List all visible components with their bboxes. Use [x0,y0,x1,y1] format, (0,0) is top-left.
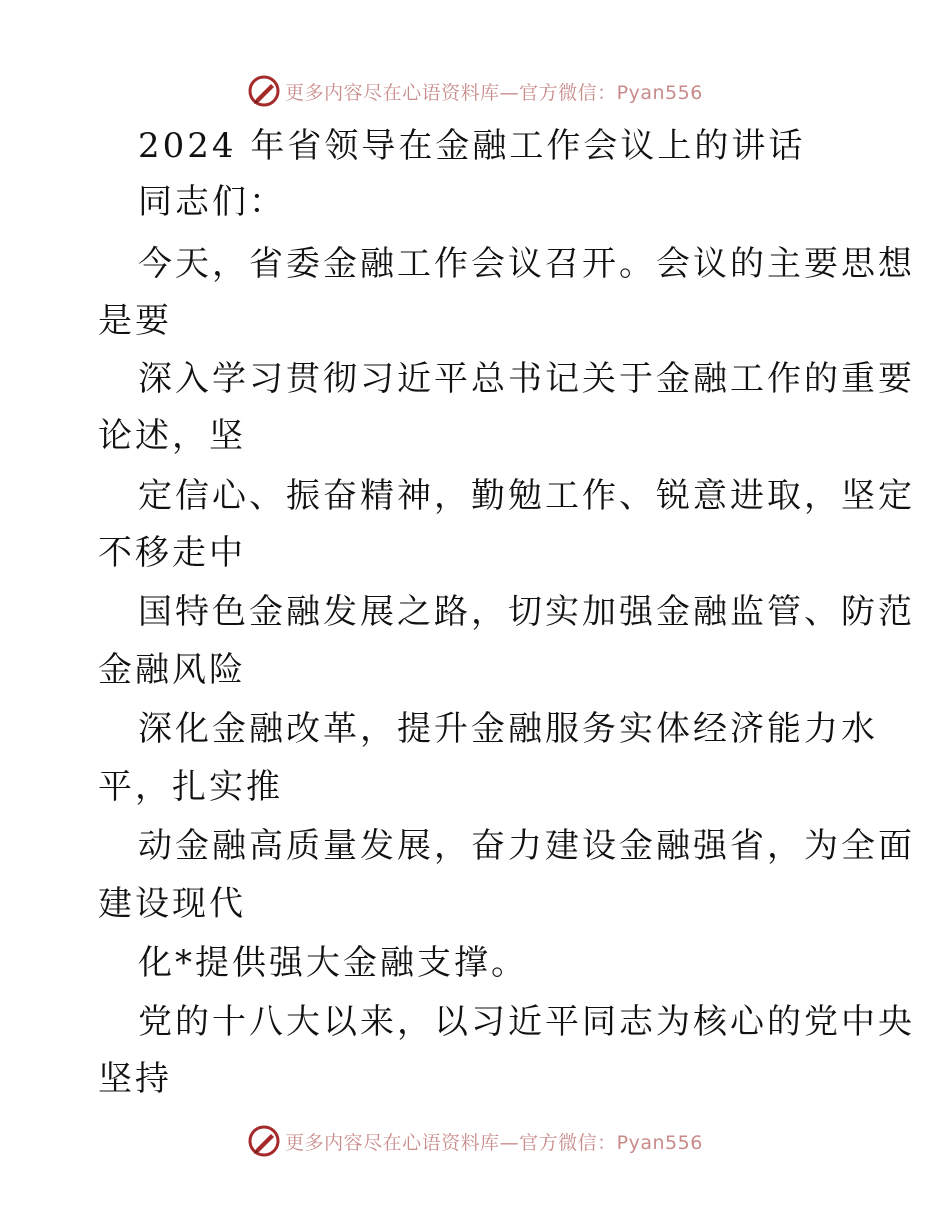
paragraph-line: 坚持 [98,1059,172,1099]
document-title: 2024 年省领导在金融工作会议上的讲话 [138,126,806,166]
paragraph-line: 是要 [98,301,172,341]
paragraph-line: 深入学习贯彻习近平总书记关于金融工作的重要 [138,359,915,399]
pen-logo-icon [247,1124,281,1158]
paragraph-line: 国特色金融发展之路，切实加强金融监管、防范 [138,592,915,632]
paragraph-line: 化*提供强大金融支撑。 [138,943,528,983]
watermark-text: 更多内容尽在心语资料库—官方微信：Pyan556 [285,1131,703,1154]
watermark-header [0,71,950,111]
watermark-text: 更多内容尽在心语资料库—官方微信：Pyan556 [285,81,703,104]
salutation: 同志们： [138,182,286,222]
paragraph-line: 金融风险 [98,650,246,690]
pen-logo-icon [247,74,281,108]
paragraph-line: 建设现代 [98,884,246,924]
paragraph-line: 平，扎实推 [98,767,283,807]
paragraph-line: 不移走中 [98,533,246,573]
paragraph-line: 论述，坚 [98,416,246,456]
paragraph-line: 定信心、振奋精神，勤勉工作、锐意进取，坚定 [138,476,915,516]
paragraph-line: 深化金融改革，提升金融服务实体经济能力水 [138,709,878,749]
paragraph-line: 党的十八大以来，以习近平同志为核心的党中央 [138,1002,915,1042]
watermark-footer [0,1121,950,1161]
paragraph-line: 今天，省委金融工作会议召开。会议的主要思想 [138,244,915,284]
paragraph-line: 动金融高质量发展，奋力建设金融强省，为全面 [138,826,915,866]
